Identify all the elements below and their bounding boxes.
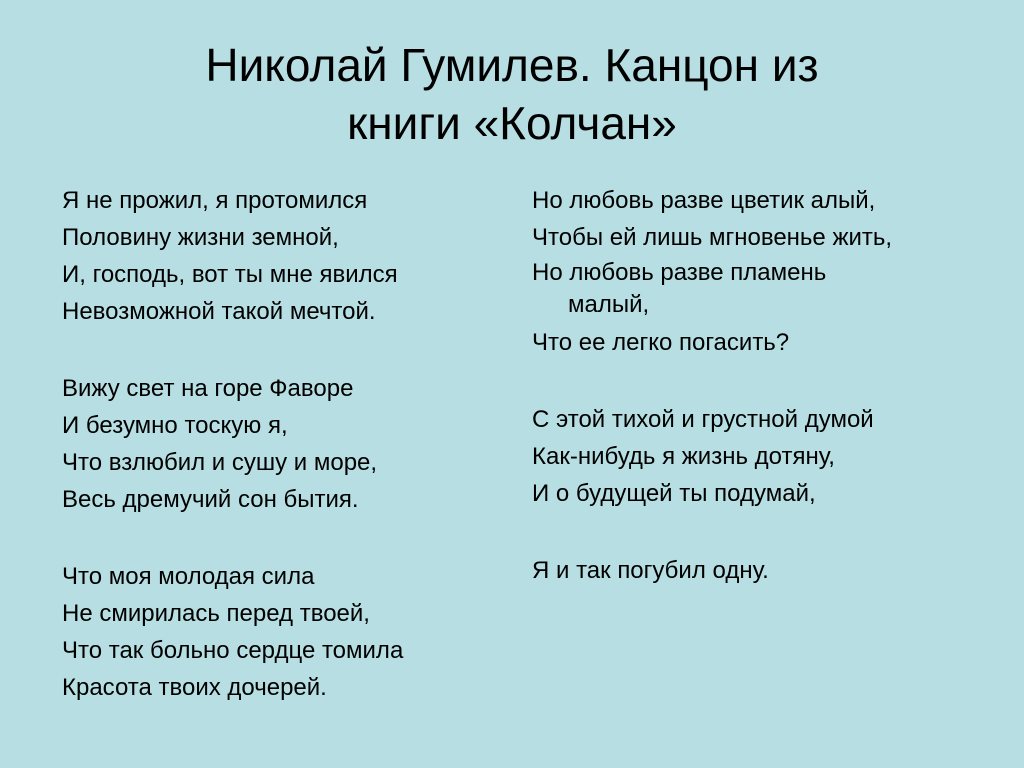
poem-stanza — [532, 182, 972, 361]
poem-line: Я не прожил, я протомился — [62, 187, 368, 214]
poem-line: С этой тихой и грустной думой — [532, 406, 874, 433]
stanza-gap — [532, 361, 972, 401]
stanza-gap — [62, 330, 482, 370]
slide-title-line-2: книги «Колчан» — [347, 97, 677, 149]
poem-line: Не смирилась перед твоей, — [62, 600, 370, 627]
stanza-gap — [532, 512, 972, 552]
poem-line: Как-нибудь я жизнь дотяну, — [532, 443, 835, 470]
poem-right-column — [532, 182, 972, 589]
poem-stanza — [62, 558, 482, 706]
poem-line: Я и так погубил одну. — [532, 557, 769, 584]
stanza-gap — [62, 518, 482, 558]
poem-line: Весь дремучий сон бытия. — [62, 486, 359, 513]
poem-stanza — [532, 552, 972, 589]
poem-line: Вижу свет на горе Фаворе — [62, 375, 354, 402]
poem-line: Что взлюбил и сушу и море, — [62, 449, 378, 476]
poem-line-continuation: малый, — [568, 291, 650, 318]
poem-line: Что моя молодая сила — [62, 563, 315, 590]
slide-title-line-1: Николай Гумилев. Канцон из — [205, 39, 819, 91]
slide-title — [40, 36, 984, 152]
poem-line: И безумно тоскую я, — [62, 412, 288, 439]
poem-line: И, господь, вот ты мне явился — [62, 261, 398, 288]
poem-line: И о будущей ты подумай, — [532, 480, 816, 507]
poem-line: Красота твоих дочерей. — [62, 674, 327, 701]
poem-line: Что так больно сердце томила — [62, 637, 404, 664]
poem-line: Что ее легко погасить? — [532, 329, 790, 356]
poem-line: Половину жизни земной, — [62, 224, 339, 251]
poem-line: Невозможной такой мечтой. — [62, 298, 376, 325]
poem-line: Чтобы ей лишь мгновенье жить, — [532, 224, 893, 251]
poem-stanza — [532, 401, 972, 512]
poem-line: Но любовь разве цветик алый, — [532, 187, 876, 214]
poem-stanza — [62, 370, 482, 518]
poem-left-column — [62, 182, 482, 706]
poem-stanza — [62, 182, 482, 330]
poem-line: Но любовь разве пламень — [532, 259, 827, 286]
